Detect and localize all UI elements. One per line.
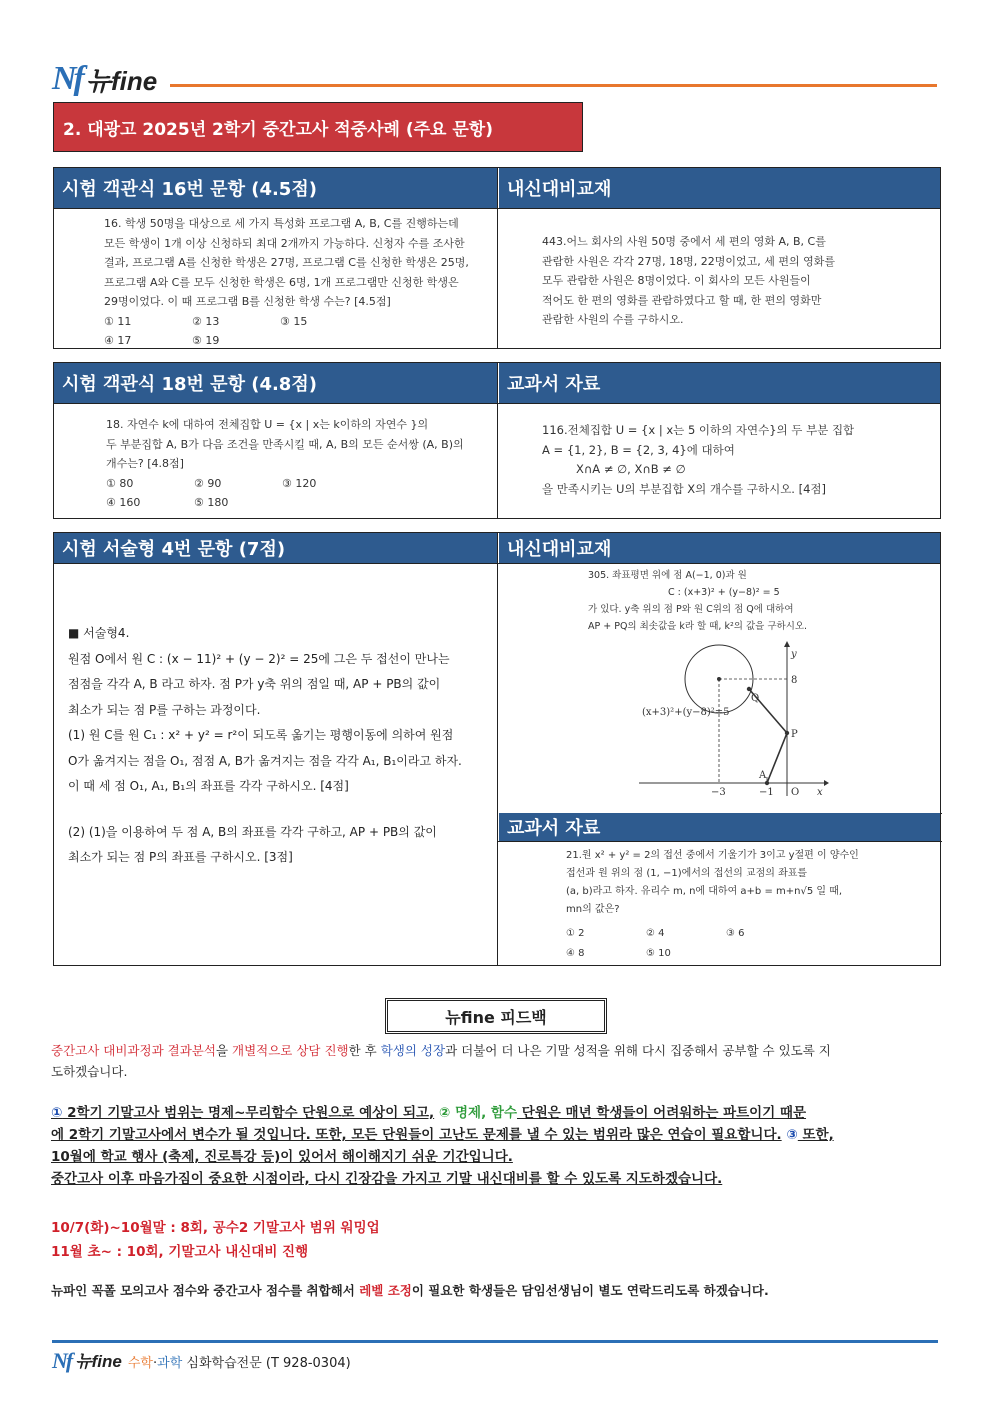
answer-options (104, 312, 469, 332)
body-text: 단원은 매년 학생들이 어려워하는 파트이기 때문 (517, 1105, 807, 1121)
option: ② 13 (192, 314, 220, 328)
block-2-exam-question (106, 415, 464, 513)
logo-brand-text: 뉴fine (85, 66, 158, 96)
question-line: 원점 O에서 원 C : (x − 11)² + (y − 2)² = 25에 그은 두 접선이 만나는 (68, 651, 450, 666)
body-text: 과 더불어 더 나은 기말 성적을 위해 다시 집중해서 공부할 수 있도록 지 (445, 1043, 831, 1058)
body-text: 한 후 (348, 1043, 381, 1058)
number-marker: ① (51, 1105, 63, 1121)
option: ⑤ 180 (194, 496, 229, 509)
schedule-item: 10/7(화)~10월말 : 8회, 공수2 기말고사 범위 워밍업 (51, 1220, 380, 1236)
block-1-left-header: 시험 객관식 16번 문항 (4.5점) (54, 168, 498, 208)
option: ③ 120 (282, 476, 317, 490)
option: ⑤ 10 (646, 948, 671, 959)
question-line: 점점을 각각 A, B 라고 하자. 점 P가 y축 위의 점일 때, AP + PB의 값이 (68, 677, 441, 691)
question-line: A = {1, 2}, B = {2, 3, 4}에 대하여 (542, 442, 735, 457)
x-axis-arrow (824, 780, 829, 786)
question-line: 21.원 x² + y² = 2의 접선 중에서 기울기가 3이고 y절편 이 양수인 (566, 850, 859, 861)
highlight-text: 레벨 조정 (359, 1283, 412, 1298)
footer-logo-brand: 뉴fine (75, 1351, 122, 1371)
question-line: O가 옮겨지는 점을 O₁, 점점 A, B가 옮겨지는 점을 각각 A₁, B₁이라고 하자. (68, 753, 462, 768)
block-1-right-header: 내신대비교재 (498, 168, 940, 208)
footer-divider (52, 1340, 938, 1343)
question-line: AP + PQ의 최솟값을 k라 할 때, k²의 값을 구하시오. (588, 621, 808, 632)
block-1-textbook-question (542, 232, 835, 330)
footer-contact: 심화학습전문 (T 928-0304) (182, 1355, 351, 1371)
subject-math: 수학 (127, 1355, 153, 1371)
block-3-exam-question (68, 621, 462, 871)
option: ⑤ 19 (192, 334, 220, 347)
y-axis-label: y (791, 649, 797, 660)
answer-options (104, 331, 469, 351)
schedule-list (51, 1216, 942, 1264)
header-divider (170, 84, 937, 87)
question-line: 18. 자연수 k에 대하여 전체집합 U = {x | x는 k이하의 자연수 }의 (106, 418, 429, 431)
highlight-text: 개별적으로 상담 진행 (232, 1043, 349, 1058)
label-q: Q (751, 693, 760, 704)
question-line: mn의 값은? (566, 904, 620, 915)
point-a (765, 781, 769, 785)
question-line: 접선과 원 위의 점 (1, −1)에서의 접선의 교점의 좌표를 (566, 868, 808, 879)
label-a: A (759, 770, 767, 781)
answer-options (566, 945, 859, 963)
feedback-paragraph-2 (51, 1102, 942, 1190)
question-line: ■ 서술형4. (68, 626, 130, 640)
option: ① 11 (104, 314, 132, 328)
question-line: (a, b)라고 하자. 유리수 m, n에 대하여 a+b = m+n√5 일 때, (566, 886, 843, 897)
number-marker: ② (438, 1105, 451, 1121)
answer-options (566, 925, 859, 943)
question-line: (2) (1)을 이용하여 두 점 A, B의 좌표를 각각 구하고, AP + PB의 값이 (68, 824, 437, 839)
circle-equation-label: (x+3)²+(y−8)²=5 (642, 707, 730, 718)
option: ④ 160 (106, 496, 141, 509)
block-1-column-divider (497, 168, 498, 348)
question-line: 을 만족시키는 U의 부분집합 X의 개수를 구하시오. [4점] (542, 481, 827, 496)
block-3-right-header-2: 교과서 자료 (498, 813, 940, 841)
option: ④ 8 (566, 948, 585, 959)
logo-mark: Nf (52, 60, 82, 97)
block-3-right-header: 내신대비교재 (498, 533, 940, 563)
question-line: 모두 관람한 사원은 8명이었다. 이 회사의 모든 사원들이 (542, 274, 811, 287)
y-axis-arrow (784, 641, 790, 647)
feedback-paragraph-3 (51, 1280, 942, 1301)
question-line: 이 때 세 점 O₁, A₁, B₁의 좌표를 각각 구하시오. [4점] (68, 779, 349, 793)
number-marker: ③ (786, 1127, 798, 1143)
question-line: 16. 학생 50명을 대상으로 세 가지 특성화 프로그램 A, B, C를 진행하는데 (104, 217, 459, 230)
body-text: 10월에 학교 행사 (축제, 진로특강 등)이 있어서 해이해지기 쉬운 기간입니다. (51, 1149, 513, 1165)
question-line: 적어도 한 편의 영화를 관람하였다고 할 때, 한 편의 영화만 (542, 293, 822, 307)
highlight-text: 중간고사 대비과정과 결과분석 (51, 1043, 216, 1058)
feedback-paragraph-1 (51, 1040, 942, 1082)
question-line: 가 있다. y축 위의 점 P와 원 C위의 점 Q에 대하여 (588, 604, 794, 615)
subject-separator: · (153, 1355, 158, 1371)
question-line: 개수는? [4.8점] (106, 457, 184, 470)
question-line: 관람한 사원의 수를 구하시오. (542, 313, 684, 326)
block-2-right-header: 교과서 자료 (498, 363, 940, 403)
body-text: 중간고사 이후 마음가짐이 중요한 시점이라, 다시 긴장감을 가지고 기말 내신대비를 할 수 있도록 지도하겠습니다. (51, 1171, 723, 1187)
option: ③ 15 (280, 314, 308, 328)
point-q (747, 687, 751, 691)
option: ① 80 (106, 476, 134, 490)
feedback-title: 뉴fine 피드백 (385, 998, 607, 1034)
x-tick-minus3: −3 (711, 787, 726, 798)
body-text: 또한, (797, 1127, 834, 1143)
question-line: 305. 좌표평면 위에 점 A(−1, 0)과 원 (588, 570, 747, 581)
question-line: 결과, 프로그램 A를 신청한 학생은 27명, 프로그램 C를 신청한 학생은 25명, (104, 256, 469, 269)
body-text: 이 필요한 학생들은 담임선생님이 별도 연락드리도록 하겠습니다. (411, 1283, 769, 1298)
question-line: 모든 학생이 1개 이상 신청하되 최대 2개까지 가능하다. 신청자 수를 조사한 (104, 236, 465, 250)
answer-options (106, 474, 464, 494)
block-3-column-divider (497, 533, 498, 965)
block-3-right-header-2-rule (498, 841, 942, 842)
comparison-block-2 (53, 362, 941, 519)
question-spacer (68, 800, 462, 820)
origin-label: O (791, 787, 800, 798)
point-p (785, 731, 789, 735)
body-text: 뉴파인 꼭폴 모의고사 점수와 중간고사 점수를 취합해서 (51, 1283, 360, 1298)
question-line: (1) 원 C를 원 C₁ : x² + y² = r²이 되도록 옮기는 평행이동에 의하여 원점 (68, 728, 454, 742)
brand-logo (52, 60, 158, 97)
footer-tagline (128, 1352, 351, 1371)
option: ④ 17 (104, 334, 132, 347)
question-line: 29명이었다. 이 때 프로그램 B를 신청한 학생 수는? [4.5점] (104, 295, 391, 308)
x-tick-minus1: −1 (759, 787, 774, 798)
label-p: P (791, 729, 798, 740)
question-line: 최소가 되는 점 P를 구하는 과정이다. (68, 702, 261, 717)
block-3-left-header: 시험 서술형 4번 문항 (7점) (54, 533, 498, 563)
y-tick-8: 8 (791, 675, 798, 686)
option: ② 4 (646, 928, 665, 939)
body-text: 을 (215, 1043, 232, 1058)
block-2-column-divider (497, 363, 498, 518)
segment-ap (767, 733, 787, 783)
block-2-left-header: 시험 객관식 18번 문항 (4.8점) (54, 363, 498, 403)
comparison-block-3 (53, 532, 941, 966)
block-3-textbook-question-top (588, 567, 807, 635)
schedule-item: 11월 초~ : 10회, 기말고사 내신대비 진행 (51, 1244, 309, 1260)
question-line: 116.전체집합 U = {x | x는 5 이하의 자연수}의 두 부분 집합 (542, 423, 855, 437)
footer (52, 1348, 351, 1374)
subject-science: 과학 (157, 1355, 183, 1371)
comparison-block-1 (53, 167, 941, 349)
question-line: 프로그램 A와 C를 모두 신청한 학생은 6명, 1개 프로그램만 신청한 학생은 (104, 275, 459, 289)
option: ① 2 (566, 928, 585, 939)
block-1-exam-question (104, 214, 469, 351)
highlight-text: 명제, 함수 (450, 1105, 517, 1121)
question-line: X∩A ≠ ∅, X∩B ≠ ∅ (576, 462, 686, 476)
block-2-textbook-question (542, 421, 854, 499)
question-line: 443.어느 회사의 사원 50명 중에서 세 편의 영화 A, B, C를 (542, 235, 826, 248)
option: ② 90 (194, 476, 222, 490)
body-text: 도하겠습니다. (51, 1064, 128, 1079)
question-line: C : (x+3)² + (y−8)² = 5 (668, 587, 780, 598)
body-text: 2학기 기말고사 범위는 명제~무리함수 단원으로 예상이 되고, (62, 1105, 435, 1121)
question-line: 관람한 사원은 각각 27명, 18명, 22명이었고, 세 편의 영화를 (542, 254, 835, 268)
question-line: 최소가 되는 점 P의 좌표를 구하시오. [3점] (68, 850, 293, 864)
footer-logo-mark: Nf (52, 1348, 72, 1373)
answer-options (106, 493, 464, 513)
block-3-textbook-question-bottom (566, 847, 859, 963)
question-line: 두 부분집합 A, B가 다음 조건을 만족시킬 때, A, B의 모든 순서쌍 (A, B)의 (106, 437, 464, 451)
body-text: 에 2학기 기말고사에서 변수가 될 것입니다. 또한, 모든 단원들이 고난도 문제를 낼 수 있는 범위라 많은 연습이 필요합니다. (51, 1127, 782, 1143)
highlight-text: 학생의 성장 (380, 1043, 446, 1058)
section-title: 2. 대광고 2025년 2학기 중간고사 적중사례 (주요 문항) (53, 102, 583, 152)
option: ③ 6 (726, 928, 745, 939)
x-axis-label: x (817, 787, 823, 798)
